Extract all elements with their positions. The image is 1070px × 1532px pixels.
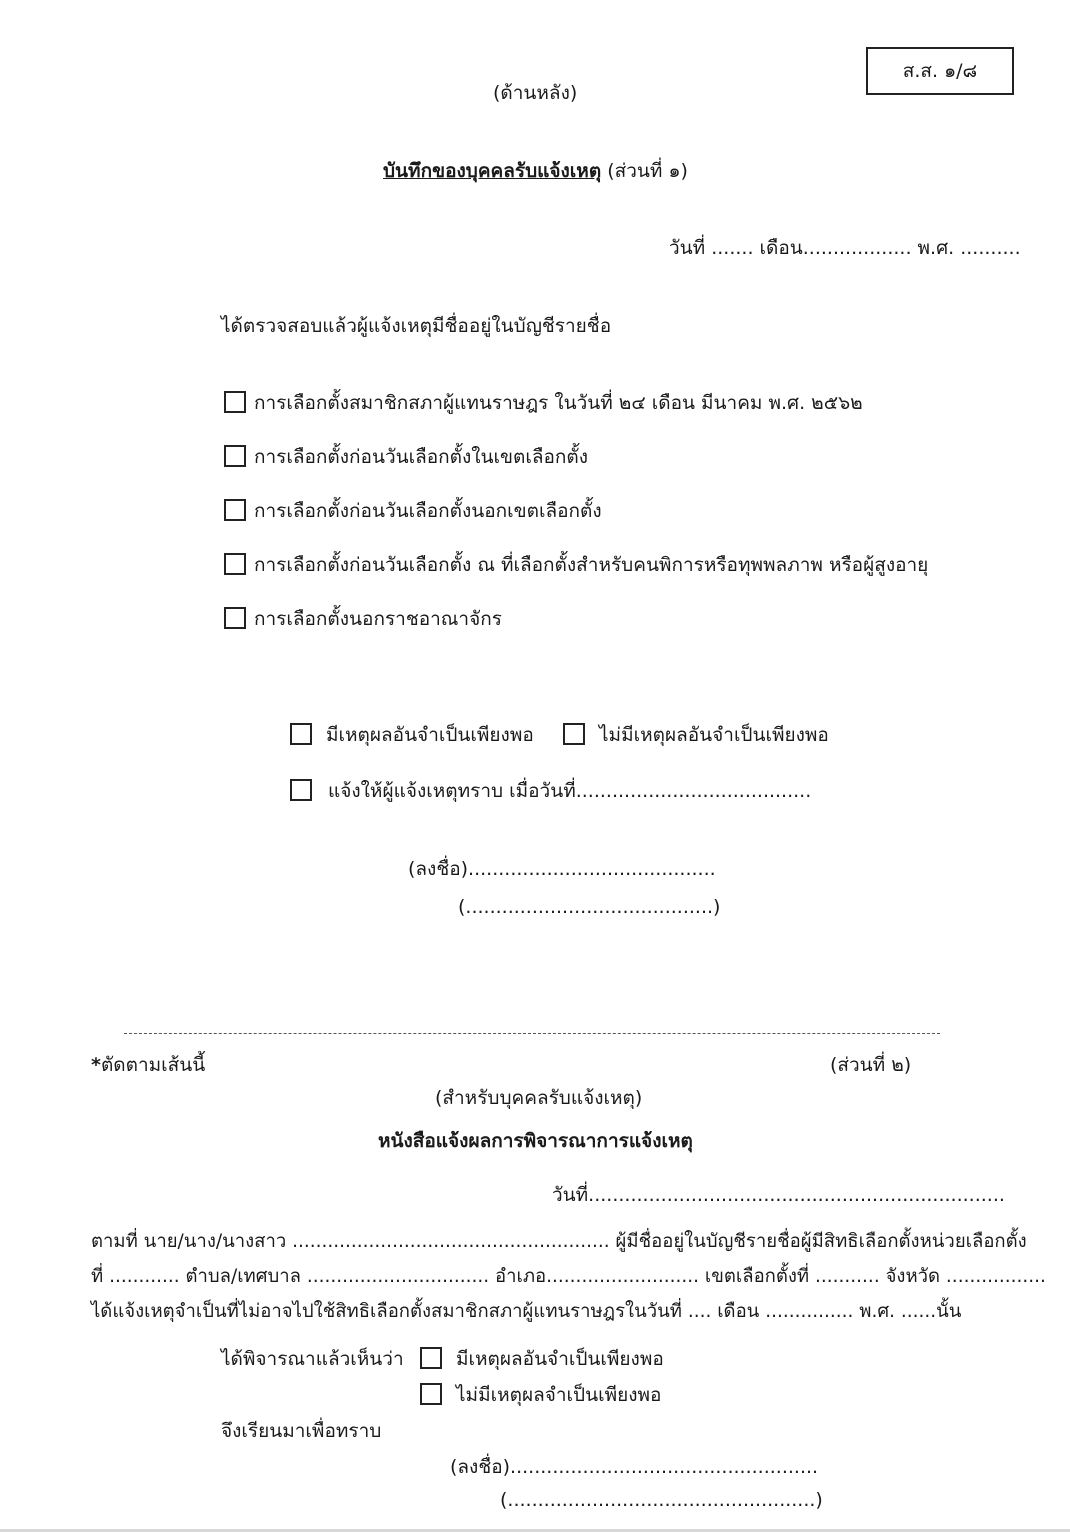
option-row-5[interactable] xyxy=(224,606,502,632)
part2-reason-no-row[interactable] xyxy=(420,1382,661,1408)
option-4-label: การเลือกตั้งก่อนวันเลือกตั้ง ณ ที่เลือกตั้งสำหรับคนพิการหรือทุพพลภาพ หรือผู้สูงอายุ xyxy=(254,554,929,576)
cut-label-text: ตัดตามเส้นนี้ xyxy=(100,1054,206,1076)
option-3-checkbox[interactable] xyxy=(224,499,246,521)
considered-label: ได้พิจารณาแล้วเห็นว่า xyxy=(221,1348,404,1370)
part2-reason-yes-label: มีเหตุผลอันจำเป็นเพียงพอ xyxy=(456,1348,664,1370)
part2-body-line-2: ที่ ............ ตำบล/เทศบาล ............................... อำเภอ.......................... เขตเลือกตั้งที่ ........... จังหวัด ................. xyxy=(91,1266,1046,1287)
option-3-label: การเลือกตั้งก่อนวันเลือกตั้งนอกเขตเลือกตั้ง xyxy=(254,500,602,522)
option-2-label: การเลือกตั้งก่อนวันเลือกตั้งในเขตเลือกตั้ง xyxy=(254,446,589,468)
part1-reason-no-checkbox[interactable] xyxy=(563,723,585,745)
part1-signature-name: (.........................................) xyxy=(458,896,721,918)
part1-reason-yes-label: มีเหตุผลอันจำเป็นเพียงพอ xyxy=(326,724,534,746)
checked-intro: ได้ตรวจสอบแล้วผู้แจ้งเหตุมีชื่ออยู่ในบัญชีรายชื่อ xyxy=(221,315,612,337)
part1-date-line: วันที่ ....... เดือน.................. พ.ศ. .......... xyxy=(669,237,1021,259)
form-number-box xyxy=(866,47,1014,95)
option-1-checkbox[interactable] xyxy=(224,391,246,413)
option-4-checkbox[interactable] xyxy=(224,553,246,575)
part1-title xyxy=(383,158,688,184)
option-row-3[interactable] xyxy=(224,498,602,524)
part1-title-sub: (ส่วนที่ ๑) xyxy=(601,160,688,182)
part1-signature: (ลงชื่อ)......................................... xyxy=(408,858,716,880)
notify-row[interactable] xyxy=(290,778,811,804)
part1-reason-yes-checkbox[interactable] xyxy=(290,723,312,745)
part2-body-line-1: ตามที่ นาย/นาง/นางสาว ...................................................... ผู้มีชื่ออยู่ในบัญชีรายชื่อผู้มีสิทธิเลือกตั้งหน่วยเลือกตั้ง xyxy=(91,1231,1027,1252)
option-1-label: การเลือกตั้งสมาชิกสภาผู้แทนราษฎร ในวันที่ ๒๔ เดือน มีนาคม พ.ศ. ๒๕๖๒ xyxy=(254,392,863,414)
part2-number: (ส่วนที่ ๒) xyxy=(830,1054,912,1076)
option-row-1[interactable] xyxy=(224,390,863,416)
part1-title-main: บันทึกของบุคคลรับแจ้งเหตุ xyxy=(383,160,602,182)
part2-reason-no-checkbox[interactable] xyxy=(420,1383,442,1405)
option-5-checkbox[interactable] xyxy=(224,607,246,629)
part1-reason-no-row[interactable] xyxy=(563,722,829,748)
part2-title: หนังสือแจ้งผลการพิจารณาการแจ้งเหตุ xyxy=(378,1130,693,1152)
option-row-2[interactable] xyxy=(224,444,588,470)
part2-date-line: วันที่..................................................................... xyxy=(552,1184,1005,1206)
option-row-4[interactable] xyxy=(224,552,928,578)
notify-checkbox[interactable] xyxy=(290,779,312,801)
part1-reason-yes-row[interactable] xyxy=(290,722,534,748)
part2-reason-yes-row[interactable] xyxy=(420,1346,664,1372)
part2-for-whom: (สำหรับบุคคลรับแจ้งเหตุ) xyxy=(435,1087,643,1109)
form-number: ส.ส. ๑/๘ xyxy=(902,60,978,82)
cut-label xyxy=(91,1052,205,1078)
part1-reason-no-label: ไม่มีเหตุผลอันจำเป็นเพียงพอ xyxy=(599,724,829,746)
part2-body-line-3: ได้แจ้งเหตุจำเป็นที่ไม่อาจไปใช้สิทธิเลือกตั้งสมาชิกสภาผู้แทนราษฎรในวันที่ .... เดือน ............... พ.ศ. ......นั้น xyxy=(91,1301,962,1322)
notify-label: แจ้งให้ผู้แจ้งเหตุทราบ เมื่อวันที่....................................... xyxy=(328,780,812,802)
cut-label-star: * xyxy=(91,1054,101,1076)
cut-line xyxy=(124,1033,940,1034)
closing-text: จึงเรียนมาเพื่อทราบ xyxy=(221,1420,382,1442)
part2-reason-no-label: ไม่มีเหตุผลจำเป็นเพียงพอ xyxy=(456,1384,662,1406)
option-2-checkbox[interactable] xyxy=(224,445,246,467)
side-label: (ด้านหลัง) xyxy=(493,82,578,104)
part2-signature: (ลงชื่อ)................................................... xyxy=(450,1456,819,1478)
part2-signature-name: (...................................................) xyxy=(500,1489,823,1511)
part2-reason-yes-checkbox[interactable] xyxy=(420,1347,442,1369)
option-5-label: การเลือกตั้งนอกราชอาณาจักร xyxy=(254,608,502,630)
